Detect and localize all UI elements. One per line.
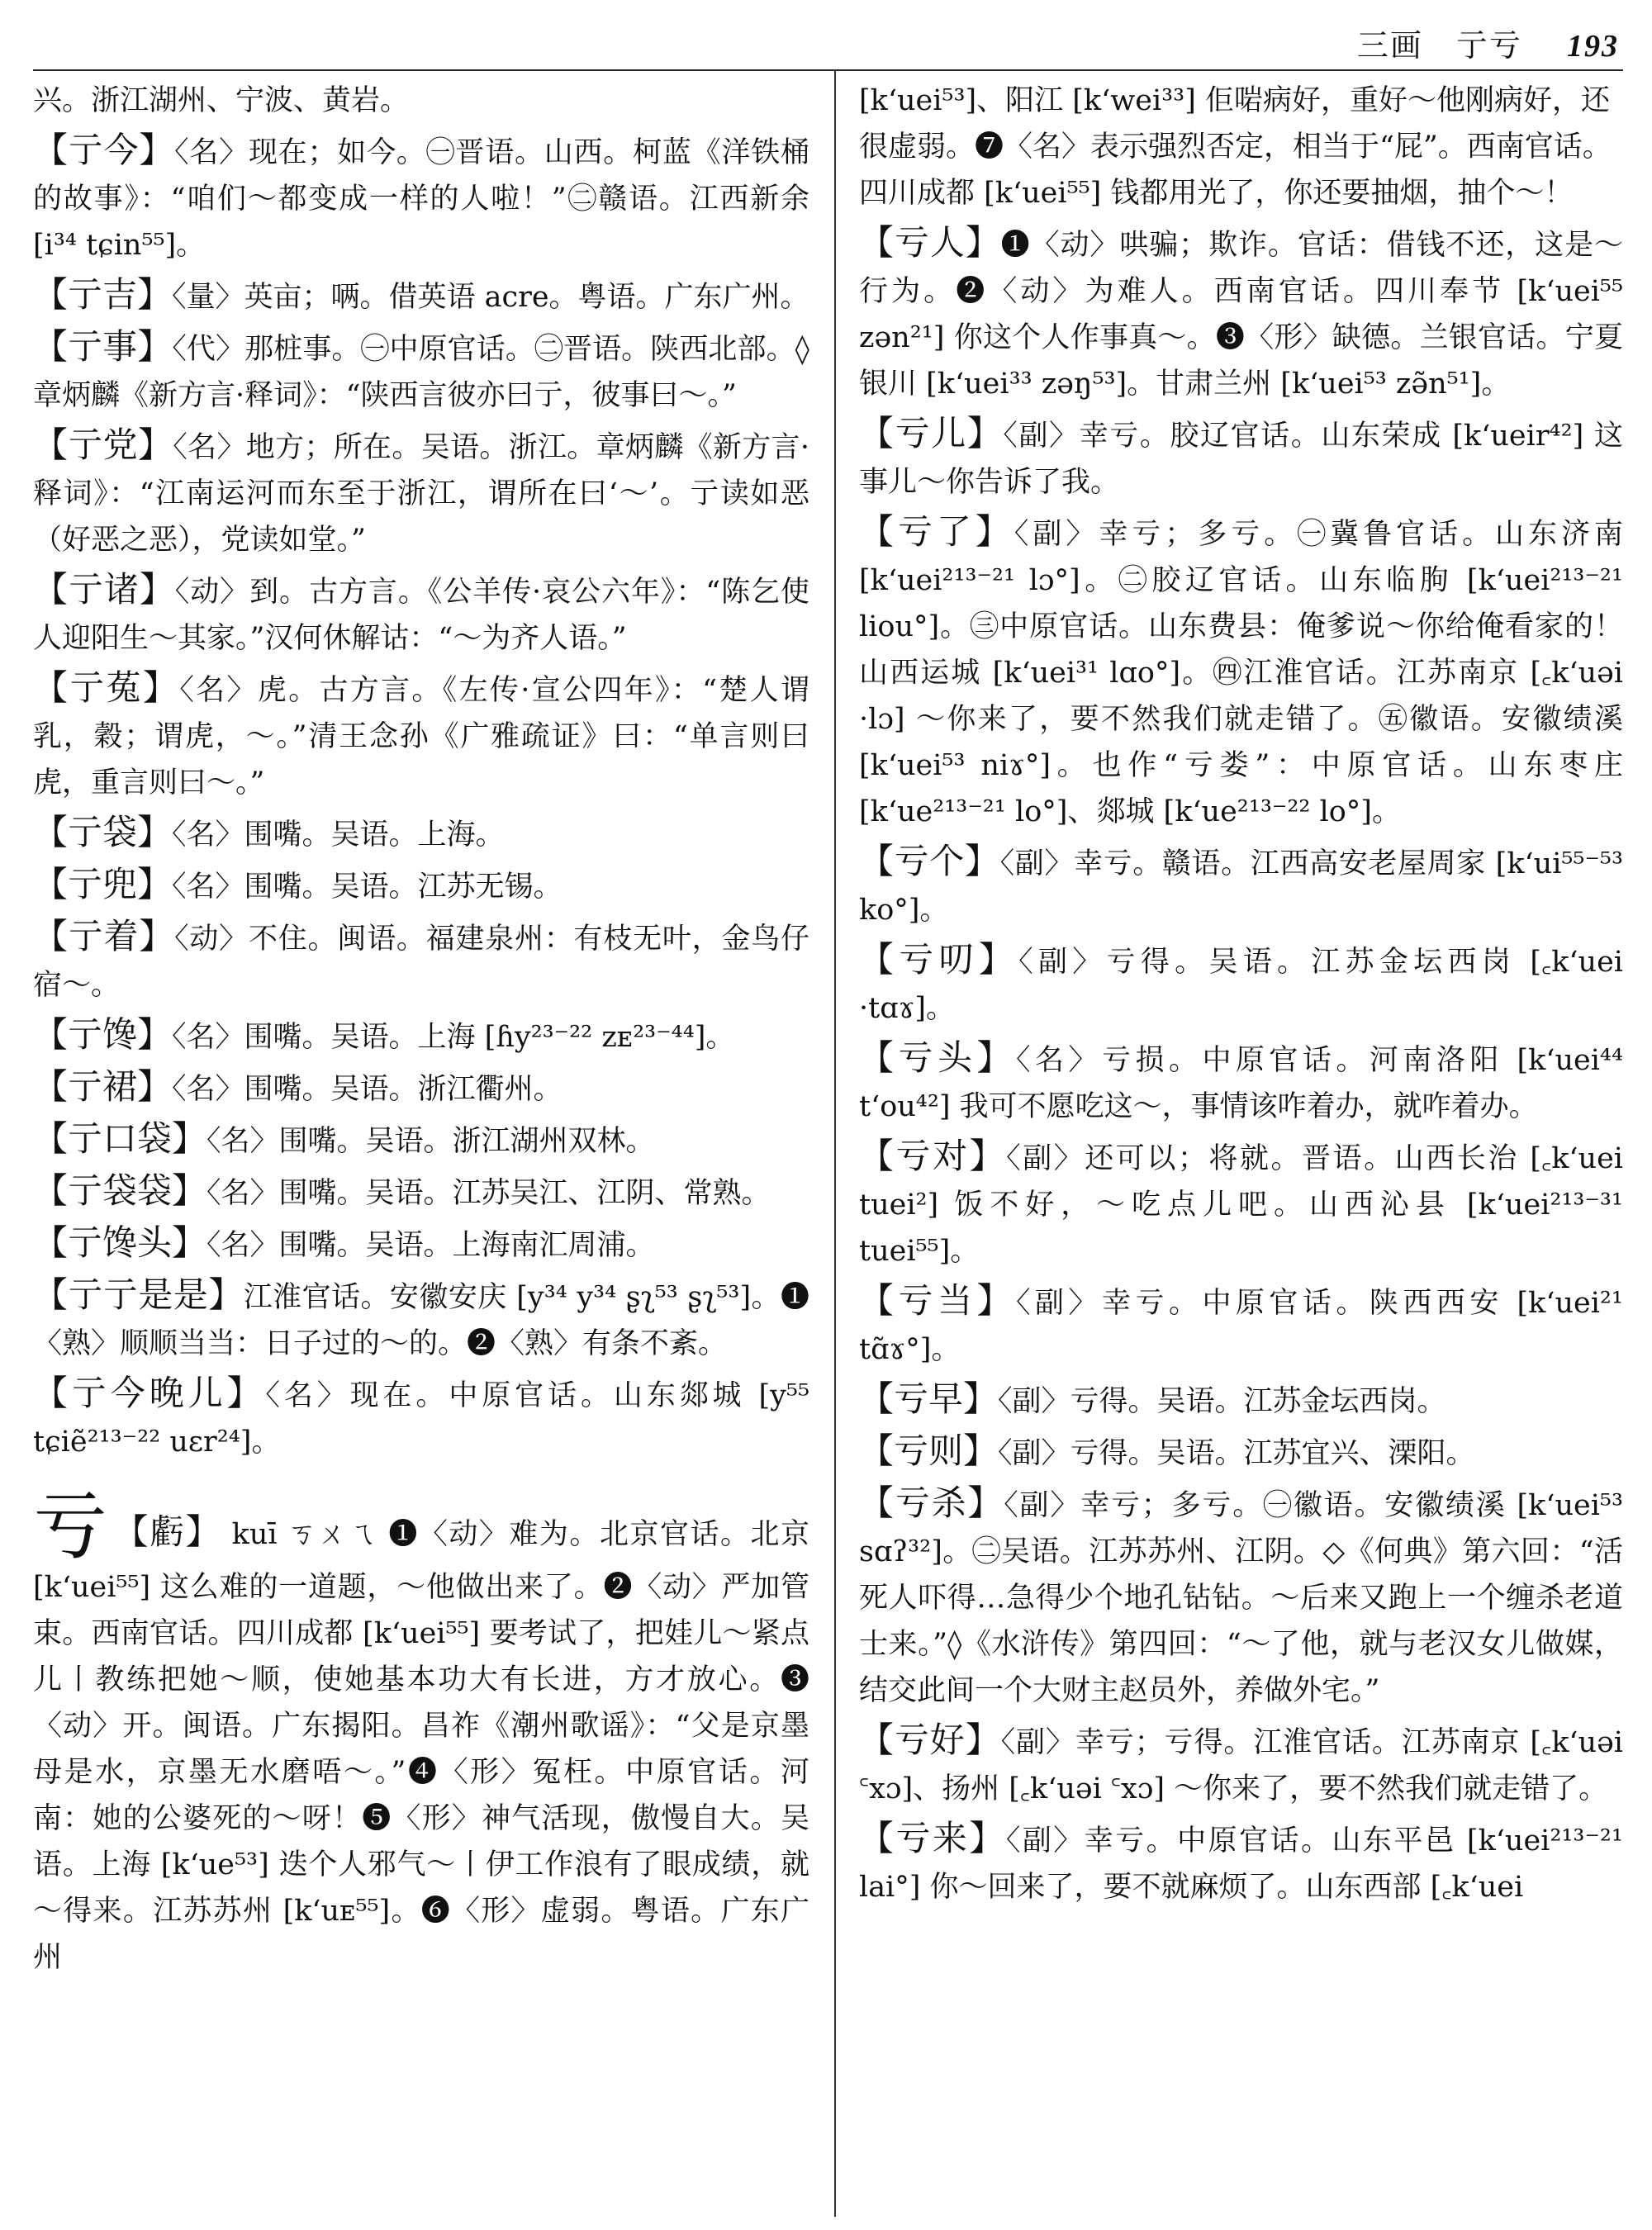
headword: 【亏了】 — [859, 511, 1014, 552]
definition-text: 〈名〉地方；所在。吴语。浙江。章炳麟《新方言·释词》：“江南运河而东至于浙江，谓所在曰‘～’。亍读如恶（好恶之恶），党读如堂。” — [33, 431, 809, 557]
definition-text: 〈动〉不住。闽语。福建泉州：有枝无叶，金鸟仔宿～。 — [33, 923, 809, 1002]
headword: 【亏对】 — [859, 1136, 1007, 1176]
dictionary-entry — [33, 1064, 809, 1113]
dictionary-entry — [33, 1116, 809, 1165]
headword: 【亍馋】 — [33, 1014, 173, 1055]
definition-text: 〈名〉亏损。中原官话。河南洛阳 [kʻuei⁴⁴ tʻou⁴²] 我可不愿吃这～，事情该咋着办，就咋着办。 — [859, 1044, 1623, 1123]
column-divider — [834, 69, 836, 2217]
definition-text: 〈名〉围嘴。吴语。上海南汇周浦。 — [206, 1229, 655, 1262]
definition-text: 〈副〉幸亏；多亏。㊀冀鲁官话。山东济南 [kʻuei²¹³⁻²¹ lɔ°]。㊁胶辽官话。山东临朐 [kʻuei²¹³⁻²¹ liou°]。㊂中原官话。山东费县：俺爹说～你给俺看家的！山西运城 [kʻuei³¹ lɑo°]。㊃江淮官话。江苏南京 [꜀kʻuəi ·lɔ] ～你来了，要不然我们就走错了。㊄徽语。安徽绩溪 [kʻuei⁵³ niɤ°]。也作“亏娄”：中原官话。山东枣庄 [kʻue²¹³⁻²¹ lo°]、郯城 [kʻue²¹³⁻²² lo°]。 — [859, 518, 1623, 828]
continued-text: 兴。浙江湖州、宁波、黄岩。 — [33, 84, 410, 117]
dictionary-entry — [859, 1278, 1623, 1373]
dictionary-entry — [33, 127, 809, 268]
headword: 【亍今晚儿】 — [33, 1373, 266, 1413]
dictionary-entry — [33, 861, 809, 910]
definition-text: 〈名〉围嘴。吴语。浙江衢州。 — [172, 1073, 563, 1106]
dictionary-entry — [859, 220, 1623, 407]
headword: 【亍馋头】 — [33, 1222, 207, 1263]
headword: 【亏儿】 — [859, 413, 1004, 453]
definition-text: 〈量〉英亩；唡。借英语 acre。粤语。广东广州。 — [172, 281, 809, 314]
headword: 【亏来】 — [859, 1818, 1006, 1858]
main-character: 亏 — [33, 1483, 109, 1570]
dictionary-entry — [33, 567, 809, 662]
headword: 【亍菟】 — [33, 667, 180, 708]
definition-text: 〈副〉亏得。吴语。江苏宜兴、溧阳。 — [998, 1437, 1475, 1470]
headword: 【亍袋袋】 — [33, 1170, 207, 1211]
pronunciation: kuī ㄎㄨㄟ — [231, 1518, 378, 1551]
definition-text: ❶〈动〉难为。北京官话。北京 [kʻuei⁵⁵] 这么难的一道题，～他做出来了。❷〈动〉严加管束。西南官话。四川成都 [kʻuei⁵⁵] 要考试了，把娃儿～紧点儿丨教练把她～顺，使她基本功大有长进，方才放心。❸〈动〉开。闽语。广东揭阳。昌祚《潮州歌谣》：“父是京墨母是水，京墨无水磨唔～。”❹〈形〉冤枉。中原官话。河南：她的公婆死的～呀！❺〈形〉神气活现，傲慢自大。吴语。上海 [kʻue⁵³] 迭个人邪气～丨伊工作浪有了眼成绩，就～得来。江苏苏州 [kʻuᴇ⁵⁵]。❻〈形〉虚弱。粤语。广东广州 — [33, 1518, 809, 1974]
entry-list — [859, 220, 1623, 1910]
headword: 【亏杀】 — [859, 1483, 1004, 1523]
definition-text: 〈动〉到。古方言。《公羊传·哀公六年》：“陈乞使人迎阳生～其家。”汉何休解诂：“～为齐人语。” — [33, 576, 809, 655]
headword: 【亏头】 — [859, 1037, 1016, 1078]
dictionary-entry — [859, 838, 1623, 933]
dictionary-entry — [859, 1035, 1623, 1130]
dictionary-entry — [859, 1376, 1623, 1425]
definition-text: 〈副〉幸亏。中原官话。山东平邑 [kʻuei²¹³⁻²¹ lai°] 你～回来了，要不就麻烦了。山东西部 [꜀kʻuei — [859, 1824, 1623, 1904]
definition-text: 〈副〉幸亏；亏得。江淮官话。江苏南京 [꜀kʻuəi ꜂xɔ]、扬州 [꜀kʻuəi ꜂xɔ] ～你来了，要不然我们就走错了。 — [859, 1726, 1623, 1805]
definition-text: 〈副〉还可以；将就。晋语。山西长治 [꜀kʻuei tuei²] 饭不好，～吃点儿吧。山西沁县 [kʻuei²¹³⁻³¹ tuei⁵⁵]。 — [859, 1142, 1623, 1268]
definition-text: 〈副〉幸亏。中原官话。陕西西安 [kʻuei²¹ tɑ̃ɤ°]。 — [859, 1287, 1623, 1366]
definition-text: 〈名〉围嘴。吴语。浙江湖州双林。 — [206, 1125, 655, 1158]
dictionary-entry — [859, 1717, 1623, 1812]
dictionary-entry — [33, 422, 809, 563]
headword: 【亏叨】 — [859, 939, 1019, 980]
dictionary-entry — [33, 665, 809, 806]
headword: 【亍吉】 — [33, 274, 173, 315]
dictionary-entry — [33, 1012, 809, 1060]
running-header — [1357, 20, 1619, 65]
headword: 【亍口袋】 — [33, 1118, 207, 1159]
dictionary-entry — [859, 1480, 1623, 1714]
headword: 【亍今】 — [33, 130, 175, 170]
right-column — [859, 78, 1623, 1914]
dictionary-entry — [33, 324, 809, 419]
left-column — [33, 78, 809, 1984]
entry-list — [33, 127, 809, 1465]
headword: 【亍事】 — [33, 326, 173, 367]
definition-text: 江淮官话。安徽安庆 [y³⁴ y³⁴ ʂʅ⁵³ ʂʅ⁵³]。❶〈熟〉顺顺当当：日子过的～的。❷〈熟〉有条不紊。 — [33, 1281, 809, 1360]
headword: 【亍诸】 — [33, 569, 175, 610]
traditional-form: 【虧】 — [113, 1511, 222, 1552]
headword: 【亏则】 — [859, 1431, 999, 1471]
dictionary-entry — [859, 509, 1623, 835]
dictionary-entry — [33, 1168, 809, 1217]
header-rule — [33, 69, 1623, 71]
headword: 【亏人】 — [859, 222, 1001, 263]
definition-text: 〈代〉那桩事。㊀中原官话。㊁晋语。陕西北部。◊章炳麟《新方言·释词》：“陕西言彼亦曰亍，彼事曰～。” — [33, 333, 809, 412]
headword: 【亏早】 — [859, 1378, 999, 1419]
definition-text: 〈名〉现在；如今。㊀晋语。山西。柯蓝《洋铁桶的故事》：“咱们～都变成一样的人啦！”㊁赣语。江西新余 [i³⁴ tɕin⁵⁵]。 — [33, 136, 809, 262]
definition-text: 〈副〉幸亏；多亏。㊀徽语。安徽绩溪 [kʻuei⁵³ sɑʔ³²]。㊁吴语。江苏苏州、江阴。◇《何典》第六回：“活死人吓得…急得少个地孔钻钻。～后来又跑上一个缠杀老道士来。”◊《水浒传》第四回：“～了他，就与老汉女儿做媒，结交此间一个大财主赵员外，养做外宅。” — [859, 1489, 1623, 1707]
dictionary-entry — [33, 809, 809, 858]
dictionary-entry — [859, 937, 1623, 1032]
definition-text: 〈副〉亏得。吴语。江苏金坛西岗 [꜀kʻuei ·tɑɤ]。 — [859, 946, 1623, 1025]
dictionary-entry — [33, 272, 809, 320]
definition-text: 〈名〉围嘴。吴语。江苏吴江、江阴、常熟。 — [206, 1177, 771, 1210]
dictionary-entry — [33, 913, 809, 1008]
definition-text: 〈名〉围嘴。吴语。上海 [ɦy²³⁻²² zᴇ²³⁻⁴⁴]。 — [172, 1021, 735, 1054]
headword: 【亍着】 — [33, 916, 175, 956]
headword: 【亍袋】 — [33, 812, 173, 852]
dictionary-entry — [33, 1272, 809, 1367]
continued-text: [kʻuei⁵³]、阳江 [kʻwei³³] 佢啱病好，重好～他刚病好，还很虚弱。❼〈名〉表示强烈否定，相当于“屁”。西南官话。四川成都 [kʻuei⁵⁵] 钱都用光了，你还要抽烟，抽个～！ — [859, 84, 1612, 210]
dictionary-entry — [859, 1133, 1623, 1274]
definition-text: 〈名〉现在。中原官话。山东郯城 [y⁵⁵ tɕiẽ²¹³⁻²² uɛr²⁴]。 — [33, 1379, 809, 1459]
definition-text: 〈副〉幸亏。胶辽官话。山东荣成 [kʻueir⁴²] 这事儿～你告诉了我。 — [859, 420, 1623, 499]
main-entry — [33, 1483, 809, 1981]
definition-text: 〈名〉虎。古方言。《左传·宣公四年》：“楚人谓乳，穀；谓虎，～。”清王念孙《广雅疏证》曰：“单言则曰虎，重言则曰～。” — [33, 674, 809, 799]
definition-text: 〈副〉亏得。吴语。江苏金坛西岗。 — [998, 1385, 1446, 1418]
definition-text: 〈名〉围嘴。吴语。江苏无锡。 — [172, 871, 563, 904]
dictionary-entry — [33, 1370, 809, 1465]
headword: 【亍党】 — [33, 425, 173, 465]
definition-text: 〈副〉幸亏。赣语。江西高安老屋周家 [kʻui⁵⁵⁻⁵³ ko°]。 — [859, 847, 1623, 927]
dictionary-entry — [859, 1428, 1623, 1477]
dictionary-entry — [859, 1815, 1623, 1910]
headword: 【亍兜】 — [33, 864, 173, 904]
headword: 【亏个】 — [859, 841, 1000, 881]
section-title: 三画 亍亏 — [1356, 27, 1522, 64]
headword: 【亍亍是是】 — [33, 1274, 244, 1315]
dictionary-entry — [859, 410, 1623, 505]
headword: 【亍裙】 — [33, 1066, 173, 1107]
dictionary-entry — [33, 1220, 809, 1269]
headword: 【亏好】 — [859, 1720, 1001, 1760]
headword: 【亏当】 — [859, 1280, 1016, 1321]
page-number: 193 — [1567, 29, 1619, 64]
definition-text: ❶〈动〉哄骗；欺诈。官话：借钱不还，这是～行为。❷〈动〉为难人。西南官话。四川奉节 [kʻuei⁵⁵ zən²¹] 你这个人作事真～。❸〈形〉缺德。兰银官话。宁夏银川 [kʻuei³³ zəŋ⁵³]。甘肃兰州 [kʻuei⁵³ zə̃n⁵¹]。 — [859, 229, 1623, 401]
definition-text: 〈名〉围嘴。吴语。上海。 — [172, 818, 505, 852]
